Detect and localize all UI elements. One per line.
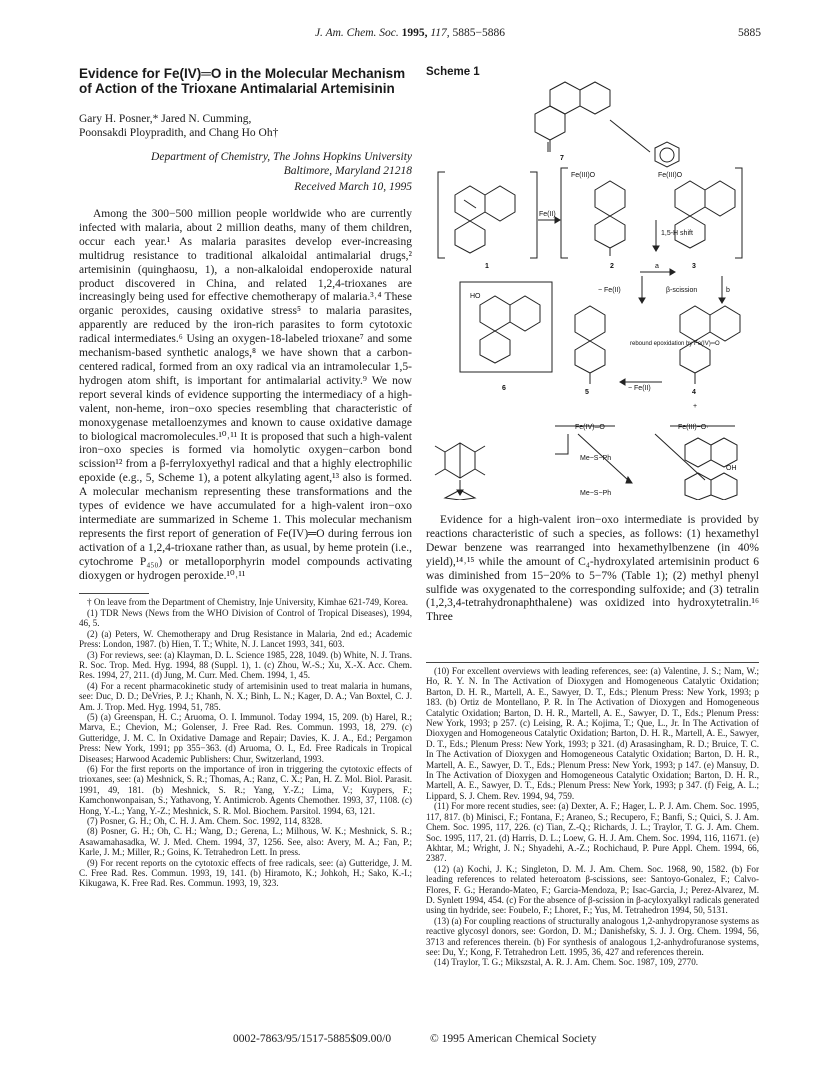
reference-left-2: (2) (a) Peters, W. Chemotherapy and Drug Resistance in Malaria, 2nd ed.; Academic Press: London, 1987. (b) Hien, T. T.; White, N. J. Lancet 1993, 341, 603. bbox=[79, 628, 412, 650]
reference-right-4: (14) Traylor, T. G.; Mikszstal, A. R. J. Am. Chem. Soc. 1987, 109, 2770. bbox=[434, 957, 699, 968]
arrow-label-b: b bbox=[726, 287, 730, 294]
reagent-fe3o-b: Fe(III)O bbox=[658, 172, 683, 179]
minus-fe2-b-label: − Fe(II) bbox=[628, 385, 651, 392]
reference-left-7: (7) Posner, G. H.; Oh, C. H. J. Am. Chem. Soc. 1992, 114, 8328. bbox=[87, 816, 323, 826]
sulfide-label: Me−S−Ph bbox=[580, 455, 612, 462]
hydroxytetralin-structure bbox=[685, 473, 737, 500]
article-title: Evidence for Fe(IV)═O in the Molecular Mechanism of Action of the Trioxane Antimalarial Artemisinin bbox=[79, 66, 406, 96]
benzene-ring bbox=[655, 142, 679, 167]
reference-left-6: (6) For the first reports on the importance of iron in triggering the cytotoxic effects of trioxanes, see: (a) Meshnick, S. R.; Thomas, A.; Ranz, C. X.; Pan, H. Z. Mol. Biol. Parasit. 1991, 49, 181. (b) Meshnick, S. R.; Yang, Y.-Z.; Lima, V.; Kuypers, F.; Kamchonwonpaisan, S.; Yathavong, Y. Antimicrob. Agents Chemother. 1993, 37, 1108. (c) Hong, Y.-L.; Yang, Y.-Z.; Meshnick, S. R. Mol. Biochem. Parsitol. 1994, 63, 121. bbox=[79, 763, 412, 816]
compound-7-structure bbox=[535, 82, 610, 152]
affiliation-line-2: Baltimore, Maryland 21218 bbox=[283, 165, 412, 177]
scheme-label: Scheme 1 bbox=[426, 66, 480, 78]
body-text-right bbox=[426, 514, 759, 625]
compound-label-7: 7 bbox=[560, 155, 564, 162]
reference-right-1: (11) For more recent studies, see: (a) Dexter, A. F.; Hager, L. P. J. Am. Chem. Soc. 1995, 117, 817. (b) Minisci, F.; Fontana, F.; Araneo, S.; Recupero, F.; Banfi, S.; Quici, S. J. Am. Chem. Soc. 1995, 117, 226. (c) Tian, Z.-Q.; Richards, J. L.; Traylor, T. G. J. Am. Chem. Soc. 1995, 117, 21. (d) Harris, D. L.; Loew, G. H. J. Am. Chem. Soc. 1994, 116, 11671. (e) Akhtar, M.; Wright, J. N.; Shyadehi, A.-Z.; Rochichaud, P. Pure Appl. Chem. 1994, 66, 2387. bbox=[426, 801, 759, 864]
journal-pages: 5885−5886 bbox=[452, 27, 506, 39]
author-list bbox=[79, 112, 412, 140]
authors-line-2: Poonsakdi Ploypradith, and Chang Ho Oh† bbox=[79, 127, 279, 139]
references-left bbox=[79, 597, 412, 888]
compound-label-4: 4 bbox=[692, 389, 696, 396]
compound-5-structure bbox=[575, 306, 605, 341]
journal-volume: 117, bbox=[430, 27, 450, 39]
references-right-block bbox=[426, 662, 759, 968]
received-date: Received March 10, 1995 bbox=[294, 181, 412, 193]
beta-scission-label: β-scission bbox=[666, 287, 698, 294]
reference-left-5: (5) (a) Greenspan, H. C.; Aruoma, O. I. Immunol. Today 1994, 15, 209. (b) Harel, R.; Marva, E.; Chevion, M.; Golenser, J. Free Rad. Res. Commun. 1993, 18, 279. (c) Gutteridge, J. M. C. In Oxidative Damage and Repair; Davies, K. J. A., Ed.; Pergamon Press: New York, 1991; pp 355−363. (d) Aruoma, O. I., Ed. Free Radicals in Tropical Diseases; Harwood Academic Publishers: Chur, Switzerland, 1993. bbox=[79, 711, 412, 764]
plus-sign: + bbox=[693, 403, 698, 410]
sulfoxide-label: Me−S−Ph bbox=[580, 490, 612, 497]
reference-left-4: (4) For a recent pharmacokinetic study of artemisinin used to treat malaria in humans, see: Duc, D. D.; DeVries, P. J.; Khanh, N. X.; Binh, L. N.; Kager, D. A.; Van Boxtel, C. J. Am. J. Trop. Med. Hyg. 1994, 51, 785. bbox=[79, 680, 412, 712]
rebound-label: rebound epoxidation by Fe(IV)═O bbox=[630, 341, 720, 347]
fe3o-radical-label: Fe(III)−O· bbox=[678, 424, 709, 431]
footer-code: 0002-7863/95/1517-5885$09.00/0 bbox=[233, 1033, 392, 1045]
page-number: 5885 bbox=[738, 27, 761, 39]
journal-name: J. Am. Chem. Soc. bbox=[314, 27, 399, 39]
reference-left-9: (9) For recent reports on the cytotoxic effects of free radicals, see: (a) Gutteridge, J. M. C. Free Rad. Res. Commun. 1993, 19, 141. (b) Hiramoto, K.; Johkoh, H.; Sako, K.-I.; Kikugawa, K. Free Rad. Res. Commun. 1993, 19, 323. bbox=[79, 857, 412, 889]
running-header bbox=[0, 27, 820, 41]
oh-label: OH bbox=[726, 465, 737, 472]
reference-left-3: (3) For reviews, see: (a) Klayman, D. L. Science 1985, 228, 1049. (b) White, N. J. Trans. R. Soc. Trop. Med. Hyg. 1994, 88 (Suppl. 1), 1. (c) Zhou, W.-S.; Xu, X.-X. Acc. Chem. Res. 1994, 27, 211. (d) Jung, M. Curr. Med. Chem. 1994, 1, 45. bbox=[79, 649, 412, 681]
compound-label-5: 5 bbox=[585, 389, 589, 396]
compound-label-2: 2 bbox=[610, 263, 614, 270]
journal-citation bbox=[0, 27, 820, 39]
footnote-rule bbox=[79, 593, 149, 594]
tetralin-structure bbox=[685, 438, 737, 467]
paragraph-1: Among the 300−500 million people worldwide who are currently infected with malaria, about 2 million deaths, many of them children, occur each year.¹ As malaria parasites develop ever-increasing multidrug resistance to traditional alkaloidal antimalarial drugs,² artemisinin (quinghaosu, 1), a non-alkaloidal endoperoxide natural product discovered in China, and related 1,2,4-trioxanes are increasingly being used for effective chemotherapy of malaria.³˒⁴ These organic peroxides, causing oxidative stress⁵ to malaria parasites, apparently are reduced by the iron-rich parasites to form cytotoxic radical intermediates.⁶ Using an oxygen-18-labeled trioxane⁷ and some mechanism-based synthetic analogs,⁸ we have shown that a carbon-centered radical, formed from an oxy radical via an intramolecular 1,5-hydrogen atom shift, is important for antimalarial activity.⁹ We now report several kinds of evidence supporting the intermediacy of a high-valent, non-heme, iron−oxo species resembling that characteristic of monoxygenase metalloenzymes and known to cause oxidative damage to biological macromolecules.¹⁰˒¹¹ It is proposed that such a high-valent iron−oxo species is formed via homolytic oxygen−carbon bond scission¹² from a β-ferryloxyethyl radical and that a highly electrophilic epoxide (e.g., 5, Scheme 1), a potent alkylating agent,¹³ also is formed. A molecular mechanism representing these transformations and the types of evidence we have accumulated for a high-valent iron−oxo intermediate are summarized in Scheme 1. This molecular mechanism represents the first report of generation of Fe(IV)═O during ferrous ion activation of a 1,2,4-trioxane rather than, as usual, by heme protein (i.e., cytochrome P₄₅₀) or metalloporphyrin model compounds activating dioxygen or hydrogen peroxide.¹⁰˒¹¹ bbox=[79, 208, 412, 582]
body-text-left bbox=[79, 208, 412, 583]
reference-right-0: (10) For excellent overviews with leading references, see: (a) Valentine, J. S.; Nam, W.; Ho, R. Y. N. In The Activation of Dioxygen and Homogeneous Catalytic Oxidation; Barton, D. H. R., Martell, A. E., Sawyer, D. T., Eds.; Plenum Press: New York, 1993; p 183. (b) Ortiz de Montellano, P. R. In The Activation of Dioxygen and Homogeneous Catalytic Oxidation; Barton, D. H. R., Martell, A. E., Sawyer, D. T., Eds.; Plenum Press: New York, 1993; p 257. (c) Leising, R. A.; Kojima, T.; Que, L., Jr. In The Activation of Dioxygen and Homogeneous Catalytic Oxidation; Barton, D. H. R., Martell, A. E., Sawyer, D. T., Eds.; Plenum Press: New York, 1993; p 321. (d) Arasasingham, R. D.; Bruice, T. C. In The Activation of Dioxygen and Homogeneous Catalytic Oxidation; Barton, D. H. R., Martell, A. E., Sawyer, D. T., Eds.; Plenum Press: New York, 1993; p 147. (e) Mansuy, D. In The Activation of Dioxygen and Homogeneous Catalytic Oxidation; Barton, D. H. R., Martell, A. E., Sawyer, D. T., Eds.; Plenum Press: New York, 1993; p 347. (f) Feig, A. L.; Lippard, S. J. Chem. Rev. 1994, 94, 759. bbox=[426, 666, 759, 801]
shift-label: 1,5-H shift bbox=[661, 230, 693, 237]
reference-left-8: (8) Posner, G. H.; Oh, C. H.; Wang, D.; Gerena, L.; Milhous, W. K.; Meshnick, S. R.; Asawamahasadka, W. J. Med. Chem. 1994, 37, 1256. See, also: Avery, M. A.; Fan, P.; Karle, J. M.; Miller, R.; Goins, K. Tetrahedron Lett. In press. bbox=[79, 826, 412, 858]
fe4o-label: Fe(IV)═O bbox=[575, 424, 605, 431]
compound-label-6: 6 bbox=[502, 385, 506, 392]
compound-2-structure bbox=[595, 181, 625, 256]
compound-3-structure bbox=[675, 181, 735, 248]
references-right bbox=[426, 666, 759, 968]
reagent-fe3o-a: Fe(III)O bbox=[571, 172, 596, 179]
affiliation bbox=[79, 150, 412, 194]
journal-year: 1995, bbox=[401, 27, 428, 39]
compound-1-structure bbox=[455, 186, 515, 253]
arrow-to-benzene bbox=[610, 120, 650, 152]
ho-label: HO bbox=[470, 293, 481, 300]
reference-right-2: (12) (a) Kochi, J. K.; Singleton, D. M. J. Am. Chem. Soc. 1968, 90, 1582. (b) For leading references to related heteroatom β-scissions, see: Santoyo-Gonalez, F.; Calvo-Flores, F. G.; Herando-Mateo, F.; Garcia-Mendoza, P.; Isac-Garcia, J.; Perez-Alvarez, M. D. Synlett 1994, 454. (c) For the absence of β-scission in β-acyloxyalkyl radicals generated using tin hydride, see: Foubelo, F.; Lhoret, F.; Yus, M. Tetrahedron 1994, 50, 5131. bbox=[426, 863, 759, 916]
reference-right-3: (13) (a) For coupling reactions of structurally analogous 1,2-anhydropyranose systems as reactive glycosyl donors, see: Gordon, D. M.; Danishefsky, S. J. J. Org. Chem. 1994, 56, 3713 and references therein. (b) For synthesis of analogous 1,2-anhydrofuranose systems, see: Du, Y.; Kong, F. Tetrahedron Lett. 1995, 36, 427 and references therein. bbox=[426, 915, 759, 957]
reagent-fe2: Fe(II) bbox=[539, 211, 556, 218]
reaction-scheme bbox=[430, 60, 760, 500]
minus-fe2-label: − Fe(II) bbox=[598, 287, 621, 294]
compound-4-structure bbox=[680, 306, 710, 341]
compound-label-3: 3 bbox=[692, 263, 696, 270]
authors-line-1: Gary H. Posner,* Jared N. Cumming, bbox=[79, 113, 252, 125]
reference-left-1: (1) TDR News (News from the WHO Division of Control of Tropical Diseases), 1994, 46, 5. bbox=[79, 607, 412, 629]
refs-rule-right bbox=[426, 662, 759, 663]
dewar-benzene-structure bbox=[435, 443, 485, 478]
compound-label-1: 1 bbox=[485, 263, 489, 270]
footer-copyright: © 1995 American Chemical Society bbox=[430, 1033, 597, 1045]
reference-left-0: † On leave from the Department of Chemistry, Inje University, Kimhae 621-749, Korea. bbox=[87, 597, 409, 608]
arrow-label-a: a bbox=[655, 263, 659, 270]
left-column bbox=[79, 66, 412, 889]
affiliation-line-1: Department of Chemistry, The Johns Hopkins University bbox=[151, 151, 412, 163]
paragraph-2: Evidence for a high-valent iron−oxo intermediate is provided by reactions characteristic of such a species, as follows: (1) hexamethyl Dewar benzene was rearranged into hexamethylbenzene (in 40% yield),¹⁴˒¹⁵ while the amount of C₄-hydroxylated artemisinin product 6 was diminished from 15−20% to 5−7% (Table 1); (2) methyl phenyl sulfide was oxygenated to the corresponding sulfoxide; and (3) tetralin (1,2,3,4-tetrahydronaphthalene) was oxidized into hydroxytetralin.¹⁶ Three bbox=[426, 514, 759, 624]
